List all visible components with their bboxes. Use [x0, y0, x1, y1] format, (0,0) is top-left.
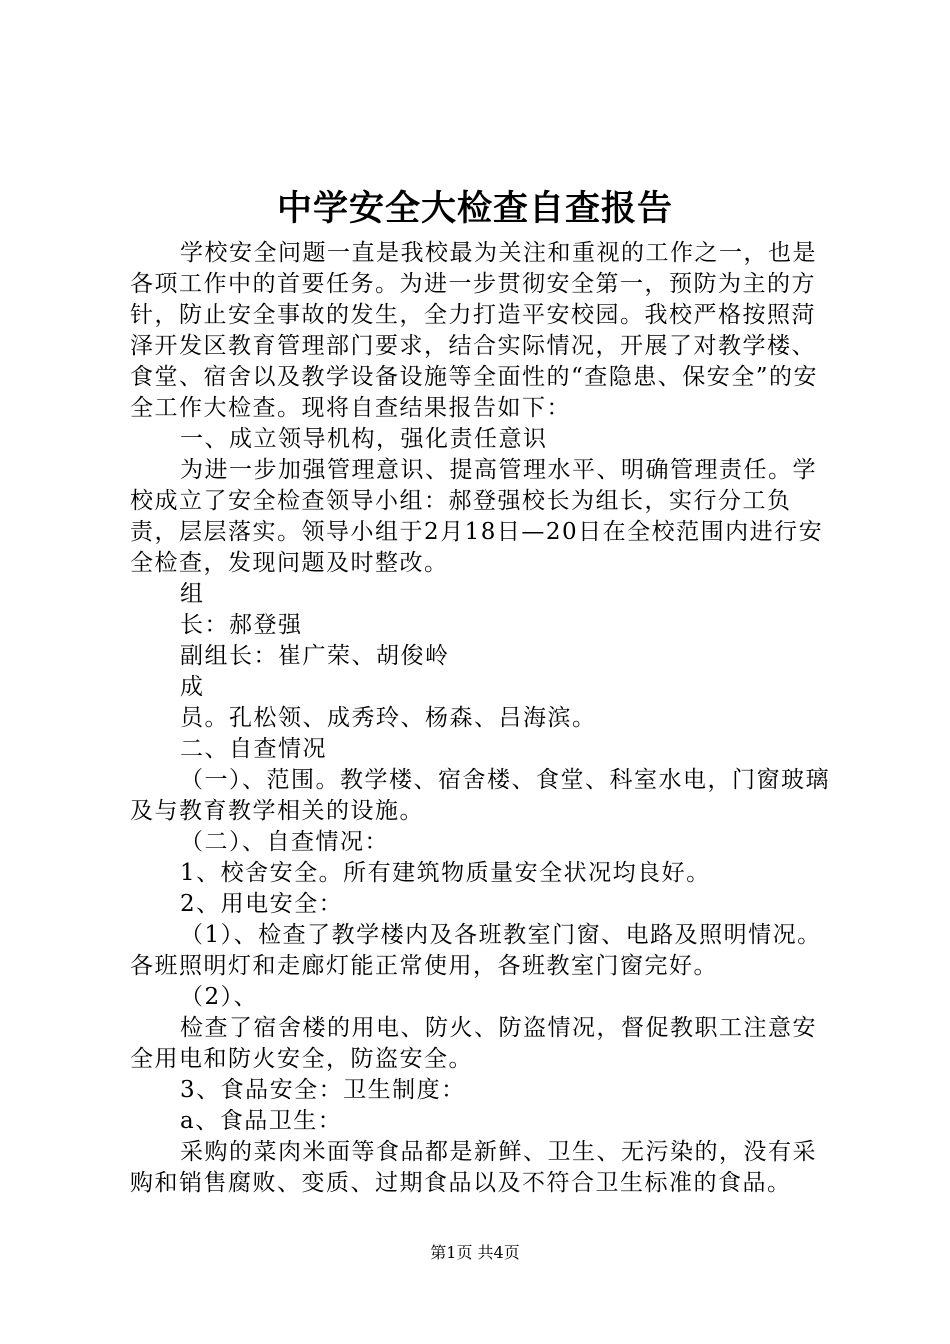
heading-self-check: （二）、自查情况：: [180, 829, 389, 855]
heading-section-1: 一、成立领导机构，强化责任意识: [180, 426, 548, 452]
paragraph-intro: 学校安全问题一直是我校最为关注和重视的工作之一，也是各项工作中的首要任务。为进一步贯彻安全第一，预防为主的方针，防止安全事故的发生，全力打造平安校园。我校严格按照菏泽开发区教育管理部门要求，结合实际情况，开展了对教学楼、食堂、宿舍以及教学设备设施等全面性的“查隐患、保安全”的安全工作大检查。现将自查结果报告如下：: [130, 240, 819, 421]
line-group-leader: 长：郝登强: [180, 612, 303, 638]
paragraph-food-purchase: 采购的菜肉米面等食品都是新鲜、卫生、无污染的，没有采购和销售腐败、变质、过期食品以及不符合卫生标准的食品。: [130, 1139, 817, 1196]
heading-section-2: 二、自查情况: [180, 736, 327, 762]
paragraph-scope: （一）、范围。教学楼、宿舍楼、食堂、科室水电，门窗玻璃及与教育教学相关的设施。: [130, 767, 830, 824]
item-building-safety: 1、校舍安全。所有建筑物质量安全状况均良好。: [180, 860, 711, 886]
line-members-label: 成: [180, 674, 205, 700]
item-electric-safety: 2、用电安全：: [180, 891, 344, 917]
item-electric-2-label: （2）、: [180, 984, 259, 1010]
item-food-safety: 3、食品安全：卫生制度：: [180, 1077, 466, 1103]
item-food-hygiene: a、食品卫生：: [180, 1108, 343, 1134]
paragraph-electric-1: （1）、检查了教学楼内及各班教室门窗、电路及照明情况。各班照明灯和走廊灯能正常使用，各班教室门窗完好。: [130, 922, 822, 979]
paragraph-leadership: 为进一步加强管理意识、提高管理水平、明确管理责任。学校成立了安全检查领导小组：郝登强校长为组长，实行分工负责，层层落实。领导小组于2月18日—20日在全校范围内进行安全检查，发现问题及时整改。: [130, 457, 824, 576]
line-deputy-leaders: 副组长：崔广荣、胡俊岭: [180, 643, 450, 669]
line-group-leader-label: 组: [180, 581, 205, 607]
page-footer: 第1页 共4页: [430, 1243, 520, 1262]
document-title: 中学安全大检查自查报告: [276, 188, 673, 229]
paragraph-electric-2: 检查了宿舍楼的用电、防火、防盗情况，督促教职工注意安全用电和防火安全，防盗安全。: [130, 1015, 817, 1072]
line-members: 员。孔松领、成秀玲、杨森、吕海滨。: [180, 705, 597, 731]
document-body: [130, 238, 830, 1199]
